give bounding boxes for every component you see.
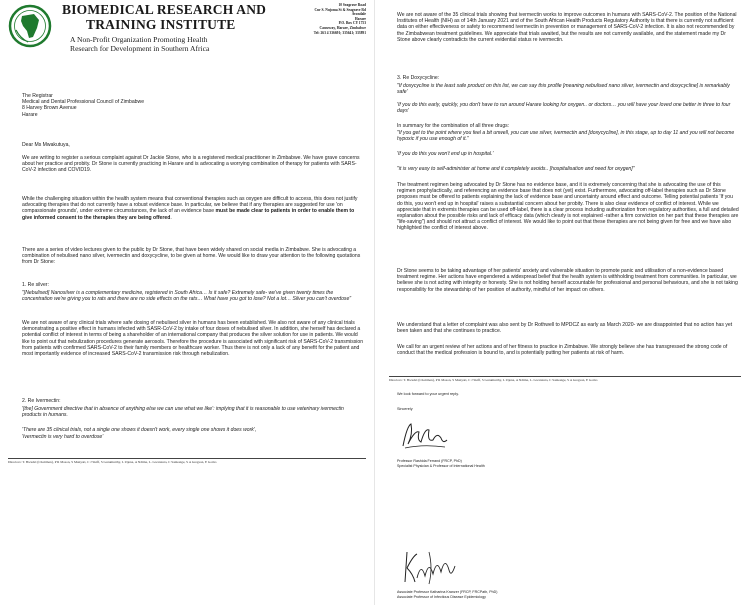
sincerely: Sincerely bbox=[397, 407, 413, 411]
quote-self-administer: "it is very easy to self-administer at home and it completely avoids.. [hospitalisation and need for oxygen]" bbox=[397, 166, 635, 172]
address-line: 10 Seagrave Road bbox=[338, 3, 366, 7]
quote-doxycycline-safe: "If doxycycline is the least safe product on this list, we can say this profile [meaning nebulised nano silver, ivermectin and doxycycline] is remarkably safe' bbox=[397, 83, 730, 96]
institute-logo bbox=[8, 4, 52, 48]
regimen-concern-paragraph: The treatment regimen being advocated by Dr Stone has no evidence base, and it is extremely concerning that she is advocating the use of this regimen prophylactically, and referencing an evidence base that does not (yet) exist. Furthermore, advocating off-label therapies such as Dr Stone proposes must be offered to patients explaining the lack of evidence base and uncertainty around effect and outcome. Telling potential patients 'If you do this, you won't end up in hospital' raises a substantial concern about her probity. There is also clear evidence of conflict of interest. While we appreciate that in extremis therapies can be used off-label, there is a clear process including authorization from regulatory authorities, a full and detailed explanation about the possible risks and lack of efficacy data (which clearly is not explained -rather a firm conviction on her part that these therapies are "life-saving") and should not attract a conflict of interest. We would like to point out that these therapies are not being given for free and we have also highlighted the conflict of interest above. bbox=[397, 182, 739, 232]
address-line: P.O. Box CY 1753 bbox=[338, 21, 366, 26]
summary-heading: In summary for the combination of all three drugs: bbox=[397, 123, 510, 129]
closing-line: We look forward to your urgent reply. bbox=[397, 392, 459, 396]
recipient-line: Harare bbox=[22, 111, 38, 118]
quote-overdose: 'Ivermectin is very hard to overdose' bbox=[22, 434, 104, 440]
address-block bbox=[286, 3, 366, 35]
address-line: Cnr S. Nujoma St & Seagrave Rd bbox=[314, 7, 366, 12]
context-text: While the challenging situation within the health system means that conventional therapies such as oxygen are difficult to access, this does not justify advocating therapies that do not currently have a robust evidence base. In particular, we believe that if any therapies are suggested for use 'on compassionate grounds', under extreme circumstances, the lack of an evidence base bbox=[22, 196, 358, 215]
section-heading-ivermectin: 2. Re Ivermectin: bbox=[22, 398, 61, 404]
recipient-block bbox=[22, 93, 222, 118]
recipient-line: The Registrar bbox=[22, 93, 53, 99]
context-end: . bbox=[170, 214, 172, 221]
quote-clinical-trials: 'There are 35 clinical trials, not a single one shows it doesn't work, every single one shows it does work', bbox=[22, 427, 257, 433]
signatory-1-name: Professor Rashida Ferrand (FRCP, PhD) bbox=[397, 459, 462, 463]
recipient-line: Medical and Dental Professional Council of Zimbabwe bbox=[22, 99, 145, 106]
prior-complaint-paragraph: We understand that a letter of complaint was also sent by Dr Rothwell to MPDCZ as early as March 2020- we are disappointed that no action has yet been taken and that she continues to practice. bbox=[397, 322, 733, 335]
signatory-2-title: Associate Professor of Infectious Disease Epidemiology bbox=[397, 595, 486, 599]
recipient-line: 8 Harvey Brown Avenue bbox=[22, 105, 77, 112]
ivermectin-evidence-paragraph: We are not aware of the 35 clinical trials showing that ivermectin works to improve outcomes in humans with SARS-CoV-2. The position of the National Institutes of Health (NIH) as of 14th January 2021 and of the South African Health Products Regulatory Authority is that there is currently not sufficient data on either effectiveness or safety to recommend ivermectin in prevention or management of SARS-CoV-2 infection. It is also not recommended by the Zimbabwean treatment guidelines. We appreciate that trials awaited, but the results are not currently available, and the statement made my Dr Stone above clearly contradicts the current evidential status re ivermectin. bbox=[397, 12, 737, 43]
address-line: Causeway, Harare, Zimbabwe bbox=[319, 25, 366, 30]
org-name-line2: TRAINING INSTITUTE bbox=[86, 17, 236, 32]
signatory-1-title: Specialist Physician & Professor of International Health bbox=[397, 464, 485, 468]
video-lectures-paragraph: There are a series of video lectures given to the public by Dr Stone, that have been widely shared on social media in Zimbabwe. She is advocating a combination of nebulised nano silver, ivermectin and doxycycline, to be given at home. We would like to draw your attention to the following quotations from Dr Stone: bbox=[22, 247, 361, 266]
signature-ferrand bbox=[399, 420, 449, 452]
letter-page-2 bbox=[374, 0, 748, 605]
signature-kranzer bbox=[399, 548, 459, 588]
section-heading-silver: 1. Re silver: bbox=[22, 282, 49, 288]
quote-no-hospital: 'If you do this you won't end up in hospital.' bbox=[397, 151, 494, 157]
org-name-line1: BIOMEDICAL RESEARCH AND bbox=[62, 2, 267, 17]
salutation: Dear Ms Mwakutuya, bbox=[22, 142, 70, 148]
advantage-paragraph: Dr Stone seems to be taking advantage of her patients' anxiety and vulnerable situation to promote panic and utilisation of a non-evidence based treatment regime. Her actions have engendered a widespread belief that the health system is withholding treatment from communities. In particular, we believe she is not acting with integrity or honesty. She is not holding herself accountable for professional and personal behaviours, and she is not taking responsibility for the stewardship of her position of authority, mindful of her impact on others. bbox=[397, 268, 738, 293]
intro-paragraph: We are writing to register a serious complaint against Dr Jackie Stone, who is a registered medical practitioner in Zimbabwe. We have grave concerns about her practice and probity. Dr Stone is currently practicing in Harare and is advocating a worrying combination of therapy for patients with SARS-CoV-2 infection and COVID19. bbox=[22, 155, 360, 174]
directors-footer: Directors: T. Bwudzi (Chairman), P R Mason, S Munyati, C J Skiff, S Gurumurthy, L Zijena, A Ndima, L. Gwanzura, C Sankange, S A Gregson, E Gomo bbox=[8, 460, 217, 464]
address-line: Avondale bbox=[351, 12, 366, 17]
quote-government-directive: '[the] Government directive that in absence of anything else we can use what we like': implying that it is reasonable to use veterinary ivermectin products in humans. bbox=[22, 406, 344, 419]
footer-rule bbox=[8, 458, 366, 459]
address-line: Harare bbox=[354, 16, 366, 21]
silver-evidence-paragraph: We are not aware of any clinical trials where safe dosing of nebulised silver in humans has been established. We also not aware of any clinical trials demonstrating a positive effect in humans infected with SASR-CoV-2 by intake of four doses of nebulised silver. In addition, she herself has declared a potential conflict of interest in terms of being a shareholder of an international company that produces the silver solution for use in patients. We would like to point out that nebulization procedures generate aerosols. Therefore the procedure is associated with significant risk of SARS-CoV-2 transmission from patients with confirmed SARS-CoV-2 to their family members or healthcare worker. Thus there is not only a lack of any benefit for the patient and most importantly evidence of increased SARS-CoV-2 transmission risk through nebulization. bbox=[22, 320, 364, 358]
call-for-review-paragraph: We call for an urgent review of her actions and of her fitness to practice in Zimbabwe. We strongly believe she has transgressed the strong code of conduct that the medical profession is bound to, and is potentially putting her patients at risk of harm. bbox=[397, 344, 728, 357]
quote-combination: "If you get to the point where you feel a bit unwell, you can use silver, ivermectin and [doxycycline], in this stage, up to day 11 and you will not become hypoxic if you use enough of it." bbox=[397, 130, 735, 143]
address-line: Tel: 263 4 336691; 335641; 333891 bbox=[313, 30, 366, 35]
directors-footer: Directors: T. Bwudzi (Chairman), P R Mason, S Munyati, C J Skiff, S Gurumurthy, L Zijena, A Ndima, L. Gwanzura, C Sankange, S A Gregson, E Gomo bbox=[389, 378, 598, 382]
quote-early-treatment: 'If you do this early, quickly, you don't have to run around Harare looking for oxygen.. or doctors… you will have your loved one better in three to four days' bbox=[397, 102, 731, 115]
tagline-1: A Non-Profit Organization Promoting Health bbox=[70, 35, 208, 44]
footer-rule bbox=[389, 376, 741, 377]
context-paragraph bbox=[22, 196, 364, 221]
section-heading-doxycycline: 3. Re Doxycycline: bbox=[397, 75, 440, 81]
signatory-2-name: Associate Professor Katharina Kranzer (FRCP, FRCPath, PhD) bbox=[397, 590, 498, 594]
informed-consent-emphasis: must be made clear to patients in order to enable them to give informed consent to the therapies they are being offered bbox=[22, 208, 355, 221]
tagline-2: Research for Development in Southern Africa bbox=[70, 44, 210, 53]
quote-silver: "[Nebulised] Nanosilver is a complementary medicine, registered in South Africa… Is it safe? Extremely safe- we've given twenty times the concentration we're giving you to rats and there are no side effects on the rats… What have you got to lose? Not a lot… Silver you can't overdose" bbox=[22, 290, 352, 303]
